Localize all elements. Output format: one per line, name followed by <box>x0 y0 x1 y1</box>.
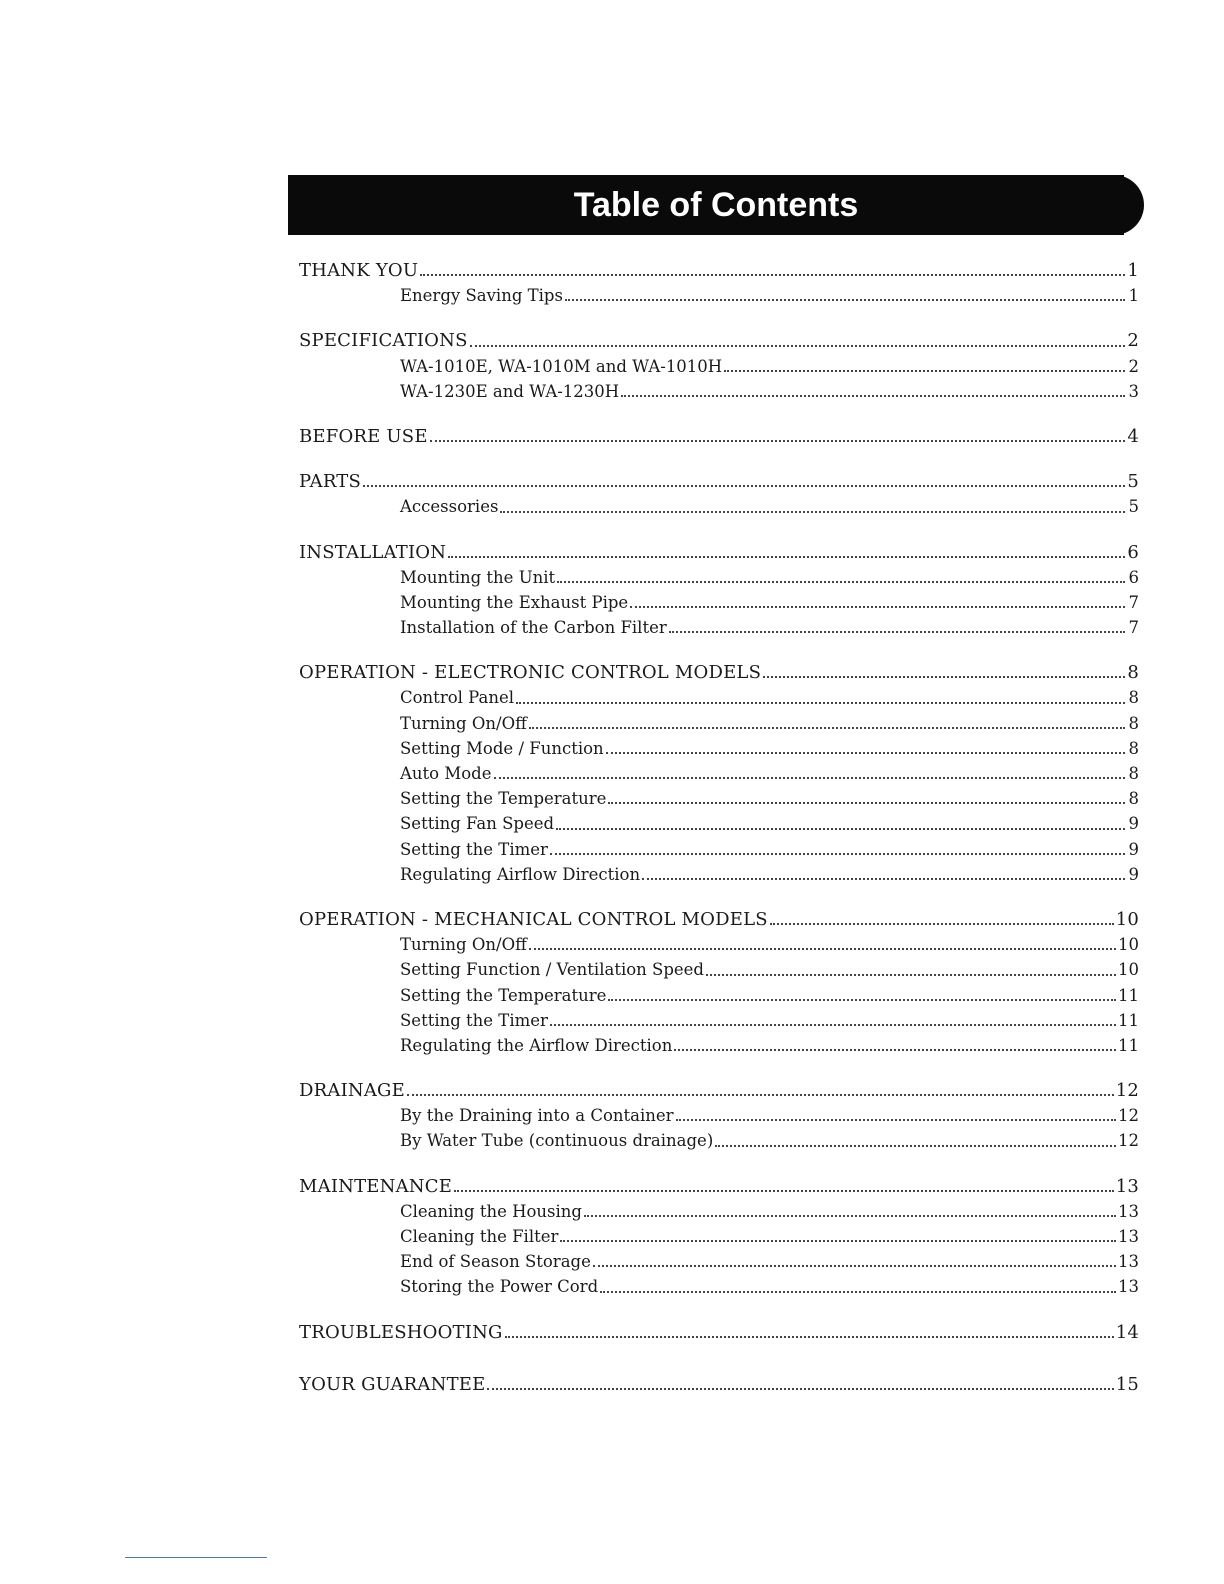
toc-subentry[interactable] <box>299 1033 1139 1058</box>
toc-entry[interactable] <box>299 540 1139 565</box>
dot-leader <box>608 999 1116 1001</box>
dot-leader <box>669 631 1125 633</box>
toc-subentry[interactable] <box>299 615 1139 640</box>
toc-entry[interactable] <box>299 660 1139 685</box>
toc-section <box>299 258 1139 308</box>
toc-section <box>299 328 1139 404</box>
dot-leader <box>420 274 1125 276</box>
dot-leader <box>363 485 1125 487</box>
dot-leader <box>529 727 1125 729</box>
toc-section <box>299 540 1139 641</box>
toc-entry[interactable] <box>299 1174 1139 1199</box>
toc-subentry[interactable] <box>299 1128 1139 1153</box>
toc-subentry-page: 9 <box>1128 864 1139 884</box>
toc-subentry-page: 8 <box>1128 688 1139 708</box>
toc-subentry-page: 5 <box>1128 497 1139 517</box>
dot-leader <box>642 878 1125 880</box>
toc-subentry-title: WA-1230E and WA-1230H <box>400 381 620 401</box>
dot-leader <box>560 1240 1116 1242</box>
toc-subentry-title: Mounting the Unit <box>400 567 556 587</box>
toc-subentry[interactable] <box>299 1224 1139 1249</box>
toc-subentry-page: 11 <box>1118 1035 1139 1055</box>
toc-subentry[interactable] <box>299 1008 1139 1033</box>
toc-subentry[interactable] <box>299 837 1139 862</box>
dot-leader <box>557 581 1125 583</box>
toc-subentry-page: 7 <box>1128 618 1139 638</box>
toc-subentry-page: 13 <box>1118 1252 1139 1272</box>
dot-leader <box>621 395 1125 397</box>
toc-entry-title: TROUBLESHOOTING <box>299 1321 503 1343</box>
dot-leader <box>505 1336 1114 1338</box>
dot-leader <box>606 752 1125 754</box>
toc-subentry-title: Setting Fan Speed <box>400 814 555 834</box>
toc-subentry[interactable] <box>299 786 1139 811</box>
footer-rule <box>125 1557 267 1558</box>
dot-leader <box>556 828 1125 830</box>
toc-subentry-title: Mounting the Exhaust Pipe <box>400 592 629 612</box>
toc-subentry-page: 13 <box>1118 1277 1139 1297</box>
toc-section <box>299 1078 1139 1154</box>
toc-subentry-title: Control Panel <box>400 688 515 708</box>
toc-subentry-title: Installation of the Carbon Filter <box>400 618 667 638</box>
toc-subentry[interactable] <box>299 862 1139 887</box>
toc-subentry-title: Storing the Power Cord <box>400 1277 599 1297</box>
toc-entry-page: 13 <box>1115 1175 1139 1197</box>
toc-entry-page: 4 <box>1127 425 1139 447</box>
toc-subentry-page: 8 <box>1128 789 1139 809</box>
toc-entry-title: MAINTENANCE <box>299 1175 453 1197</box>
toc-section <box>299 1372 1139 1397</box>
toc-entry-title: INSTALLATION <box>299 541 447 563</box>
toc-subentry-page: 13 <box>1118 1227 1139 1246</box>
dot-leader <box>706 974 1116 976</box>
dot-leader <box>448 556 1125 558</box>
toc-entry-page: 1 <box>1127 260 1139 281</box>
dot-leader <box>676 1119 1116 1121</box>
toc-entry-title: DRAINAGE <box>299 1080 405 1102</box>
toc-subentry[interactable] <box>299 283 1139 308</box>
toc-subentry[interactable] <box>299 983 1139 1008</box>
toc-subentry[interactable] <box>299 685 1139 710</box>
dot-leader <box>565 299 1125 301</box>
dot-leader <box>454 1190 1114 1192</box>
dot-leader <box>500 511 1125 513</box>
toc-subentry-title: Energy Saving Tips <box>400 286 563 306</box>
toc-entry-title: OPERATION - ELECTRONIC CONTROL MODELS <box>299 662 762 684</box>
toc-entry-title: SPECIFICATIONS <box>299 330 468 352</box>
toc-subentry-title: Turning On/Off <box>400 713 527 733</box>
toc-subentry-page: 6 <box>1128 567 1139 587</box>
dot-leader <box>487 1388 1113 1390</box>
toc-subentry-title: Turning On/Off <box>400 935 527 955</box>
toc-entry-page: 14 <box>1115 1321 1139 1343</box>
toc-subentry[interactable] <box>299 932 1139 957</box>
toc-subentry-page: 10 <box>1118 935 1139 955</box>
toc-entry-page: 15 <box>1115 1373 1139 1395</box>
toc-subentry-title: Regulating the Airflow Direction <box>400 1035 673 1055</box>
toc-section <box>299 660 1139 887</box>
toc-subentry[interactable] <box>299 736 1139 761</box>
toc-subentry-page: 8 <box>1128 738 1139 758</box>
dot-leader <box>715 1145 1116 1147</box>
toc-subentry-title: WA-1010E, WA-1010M and WA-1010H <box>400 356 723 376</box>
toc-subentry-page: 11 <box>1118 985 1139 1005</box>
toc-subentry-title: Setting Mode / Function <box>400 738 604 758</box>
toc-subentry[interactable] <box>299 379 1139 404</box>
dot-leader <box>550 853 1125 855</box>
dot-leader <box>550 1024 1116 1026</box>
toc-entry[interactable] <box>299 1372 1139 1397</box>
dot-leader <box>600 1291 1116 1293</box>
dot-leader <box>430 440 1125 442</box>
toc-entry-page: 5 <box>1127 471 1139 493</box>
toc-subentry-title: Setting the Temperature <box>400 985 607 1005</box>
toc-subentry-page: 8 <box>1128 764 1139 783</box>
toc-subentry-title: Cleaning the Housing <box>400 1201 582 1221</box>
toc-subentry-title: Auto Mode <box>400 764 492 783</box>
page-title: Table of Contents <box>573 186 859 224</box>
dot-leader <box>407 1094 1114 1096</box>
toc-subentry-page: 10 <box>1118 960 1139 980</box>
toc-subentry-page: 12 <box>1118 1106 1139 1126</box>
dot-leader <box>470 345 1125 347</box>
toc-subentry-title: Setting the Timer <box>400 839 548 859</box>
toc-entry-title: THANK YOU <box>299 260 419 281</box>
toc-entry[interactable] <box>299 469 1139 494</box>
toc-entry[interactable] <box>299 1078 1139 1103</box>
toc-subentry-title: Setting the Timer <box>400 1010 548 1030</box>
toc-subentry[interactable] <box>299 1249 1139 1274</box>
toc-subentry-title: Regulating Airflow Direction <box>400 864 641 884</box>
dot-leader <box>724 370 1125 372</box>
toc-section <box>299 1320 1139 1345</box>
toc-subentry-page: 9 <box>1128 839 1139 859</box>
toc-subentry-title: Setting Function / Ventilation Speed <box>400 960 704 980</box>
dot-leader <box>593 1265 1116 1267</box>
dot-leader <box>630 606 1125 608</box>
toc-subentry[interactable] <box>299 1103 1139 1128</box>
dot-leader <box>529 948 1116 950</box>
toc-subentry-page: 2 <box>1128 356 1139 376</box>
toc-entry[interactable] <box>299 328 1139 353</box>
toc-entry-title: BEFORE USE <box>299 425 428 447</box>
toc-entry-page: 6 <box>1127 541 1139 563</box>
toc-subentry[interactable] <box>299 565 1139 590</box>
dot-leader <box>584 1215 1116 1217</box>
toc-entry-page: 2 <box>1127 330 1139 352</box>
toc-entry-page: 8 <box>1127 662 1139 684</box>
dot-leader <box>770 923 1114 925</box>
toc-section <box>299 424 1139 449</box>
toc-entry[interactable] <box>299 1320 1139 1345</box>
toc-subentry[interactable] <box>299 711 1139 736</box>
dot-leader <box>516 702 1125 704</box>
toc-entry-title: PARTS <box>299 471 362 493</box>
toc-entry[interactable] <box>299 424 1139 449</box>
toc-subentry-page: 8 <box>1128 713 1139 733</box>
toc-subentry[interactable] <box>299 494 1139 519</box>
toc-section <box>299 469 1139 519</box>
toc-subentry-page: 13 <box>1118 1201 1139 1221</box>
toc-subentry-page: 12 <box>1118 1131 1139 1151</box>
toc-entry-page: 10 <box>1115 908 1139 930</box>
toc-subentry-title: By the Draining into a Container <box>400 1106 674 1126</box>
toc-subentry-title: End of Season Storage <box>400 1252 591 1272</box>
toc-subentry-page: 9 <box>1128 814 1139 834</box>
title-banner <box>288 175 1144 235</box>
toc-subentry-title: Setting the Temperature <box>400 789 607 809</box>
toc-subentry-page: 7 <box>1128 592 1139 612</box>
toc-subentry[interactable] <box>299 1199 1139 1224</box>
toc-section <box>299 1174 1139 1300</box>
toc-subentry-page: 11 <box>1118 1010 1139 1030</box>
toc-subentry[interactable] <box>299 811 1139 836</box>
toc-subentry[interactable] <box>299 590 1139 615</box>
toc-subentry-page: 1 <box>1128 286 1139 306</box>
dot-leader <box>608 802 1125 804</box>
toc-subentry-page: 3 <box>1128 381 1139 401</box>
table-of-contents <box>299 258 1139 1417</box>
toc-subentry[interactable] <box>299 761 1139 786</box>
toc-entry-title: YOUR GUARANTEE <box>299 1373 486 1395</box>
toc-entry-page: 12 <box>1115 1080 1139 1102</box>
toc-entry[interactable] <box>299 907 1139 932</box>
toc-subentry-title: Accessories <box>400 497 499 517</box>
toc-section <box>299 907 1139 1058</box>
dot-leader <box>674 1049 1116 1051</box>
toc-subentry[interactable] <box>299 1274 1139 1299</box>
toc-subentry[interactable] <box>299 354 1139 379</box>
toc-subentry-title: Cleaning the Filter <box>400 1227 559 1246</box>
dot-leader <box>494 777 1125 779</box>
dot-leader <box>763 676 1125 678</box>
toc-entry-title: OPERATION - MECHANICAL CONTROL MODELS <box>299 908 768 930</box>
toc-subentry-title: By Water Tube (continuous drainage) <box>400 1131 714 1151</box>
toc-entry[interactable] <box>299 258 1139 283</box>
toc-subentry[interactable] <box>299 957 1139 982</box>
